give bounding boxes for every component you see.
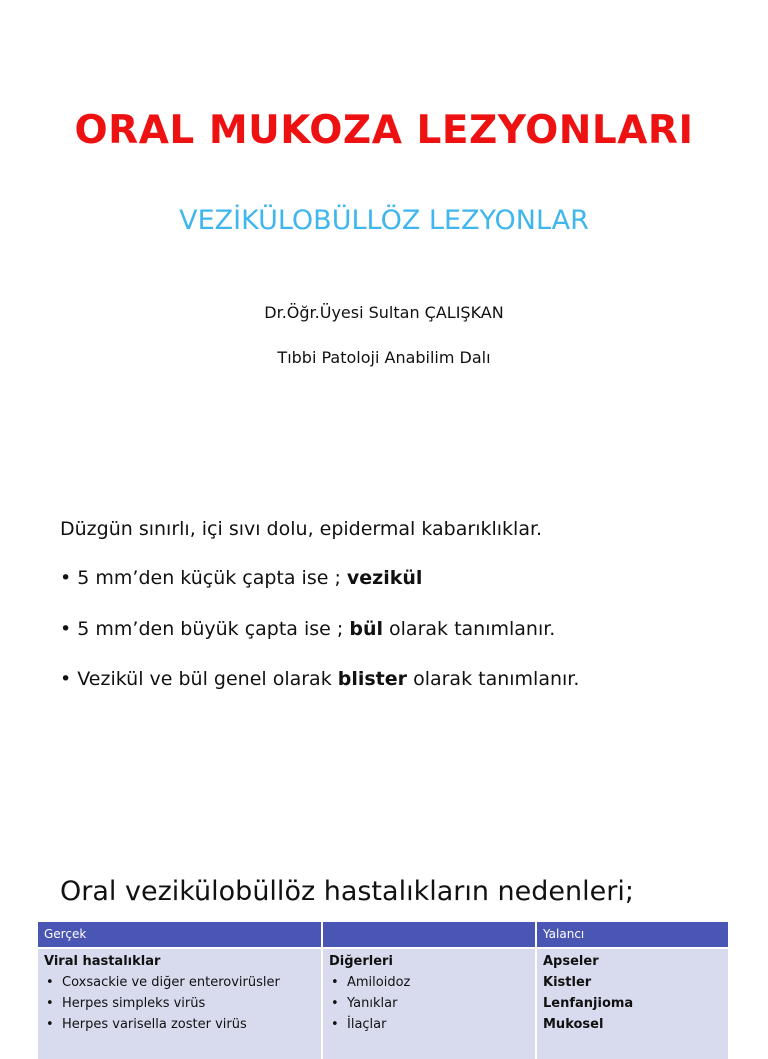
bullet-glyph: • bbox=[46, 1017, 54, 1032]
list-item: Lenfanjioma bbox=[543, 996, 634, 1011]
table-header-row bbox=[38, 922, 728, 947]
bullet-glyph: • bbox=[60, 618, 72, 640]
bullet-text: Vezikül ve bül genel olarak bbox=[77, 668, 338, 690]
cell-heading: Viral hastalıklar bbox=[44, 954, 161, 969]
table-cell-others bbox=[323, 949, 535, 1059]
list-item-text: Herpes varisella zoster virüs bbox=[62, 1017, 247, 1032]
table-header-cell: Yalancı bbox=[537, 922, 728, 947]
list-item-text: Herpes simpleks virüs bbox=[62, 996, 206, 1011]
definition-text: Düzgün sınırlı, içi sıvı dolu, epidermal kabarıklıklar. bbox=[60, 518, 543, 540]
bullet-glyph: • bbox=[46, 996, 54, 1011]
table-row bbox=[38, 949, 728, 1059]
bullet-text-end: olarak tanımlanır. bbox=[382, 618, 556, 640]
bullet-glyph: • bbox=[60, 567, 72, 589]
bullet-glyph: • bbox=[60, 668, 72, 690]
bullet-item bbox=[60, 567, 422, 589]
causes-table bbox=[38, 922, 728, 1032]
author-name: Dr.Öğr.Üyesi Sultan ÇALIŞKAN bbox=[264, 303, 504, 322]
list-item: Apseler bbox=[543, 954, 599, 969]
bullet-glyph: • bbox=[331, 996, 339, 1011]
list-item bbox=[44, 1014, 315, 1035]
list-item-text: Amiloidoz bbox=[347, 975, 411, 990]
list-item bbox=[329, 972, 529, 993]
list-item-text: Coxsackie ve diğer enterovirüsler bbox=[62, 975, 280, 990]
table-header-cell: Gerçek bbox=[38, 922, 321, 947]
title-slide bbox=[0, 0, 768, 460]
table-cell-viral bbox=[38, 949, 321, 1059]
slide-subtitle: VEZİKÜLOBÜLLÖZ LEZYONLAR bbox=[179, 205, 589, 236]
bullet-keyword: blister bbox=[337, 668, 408, 690]
bullet-text-end: olarak tanımlanır. bbox=[407, 668, 580, 690]
bullet-keyword: bül bbox=[349, 618, 383, 640]
list-item-text: Yanıklar bbox=[347, 996, 398, 1011]
department-name: Tıbbi Patoloji Anabilim Dalı bbox=[277, 348, 491, 367]
cell-heading: Diğerleri bbox=[329, 954, 393, 969]
bullet-item bbox=[60, 618, 555, 640]
bullet-glyph: • bbox=[46, 975, 54, 990]
list-item bbox=[44, 972, 315, 993]
bullet-glyph: • bbox=[331, 1017, 339, 1032]
list-item: Mukosel bbox=[543, 1017, 604, 1032]
list-item bbox=[329, 993, 529, 1014]
bullet-keyword: vezikül bbox=[346, 567, 423, 589]
list-item-text: İlaçlar bbox=[347, 1017, 387, 1032]
bullet-item bbox=[60, 668, 579, 690]
bullet-text: 5 mm’den büyük çapta ise ; bbox=[77, 618, 350, 640]
slide-title: ORAL MUKOZA LEZYONLARI bbox=[74, 108, 694, 153]
bullet-text: 5 mm’den küçük çapta ise ; bbox=[77, 567, 347, 589]
table-header-cell bbox=[323, 922, 535, 947]
list-item: Kistler bbox=[543, 975, 592, 990]
list-item bbox=[44, 993, 315, 1014]
bullet-glyph: • bbox=[331, 975, 339, 990]
causes-heading: Oral vezikülobüllöz hastalıkların nedenleri; bbox=[60, 876, 634, 907]
table-cell-pseudo bbox=[537, 949, 728, 1059]
list-item bbox=[329, 1014, 529, 1035]
